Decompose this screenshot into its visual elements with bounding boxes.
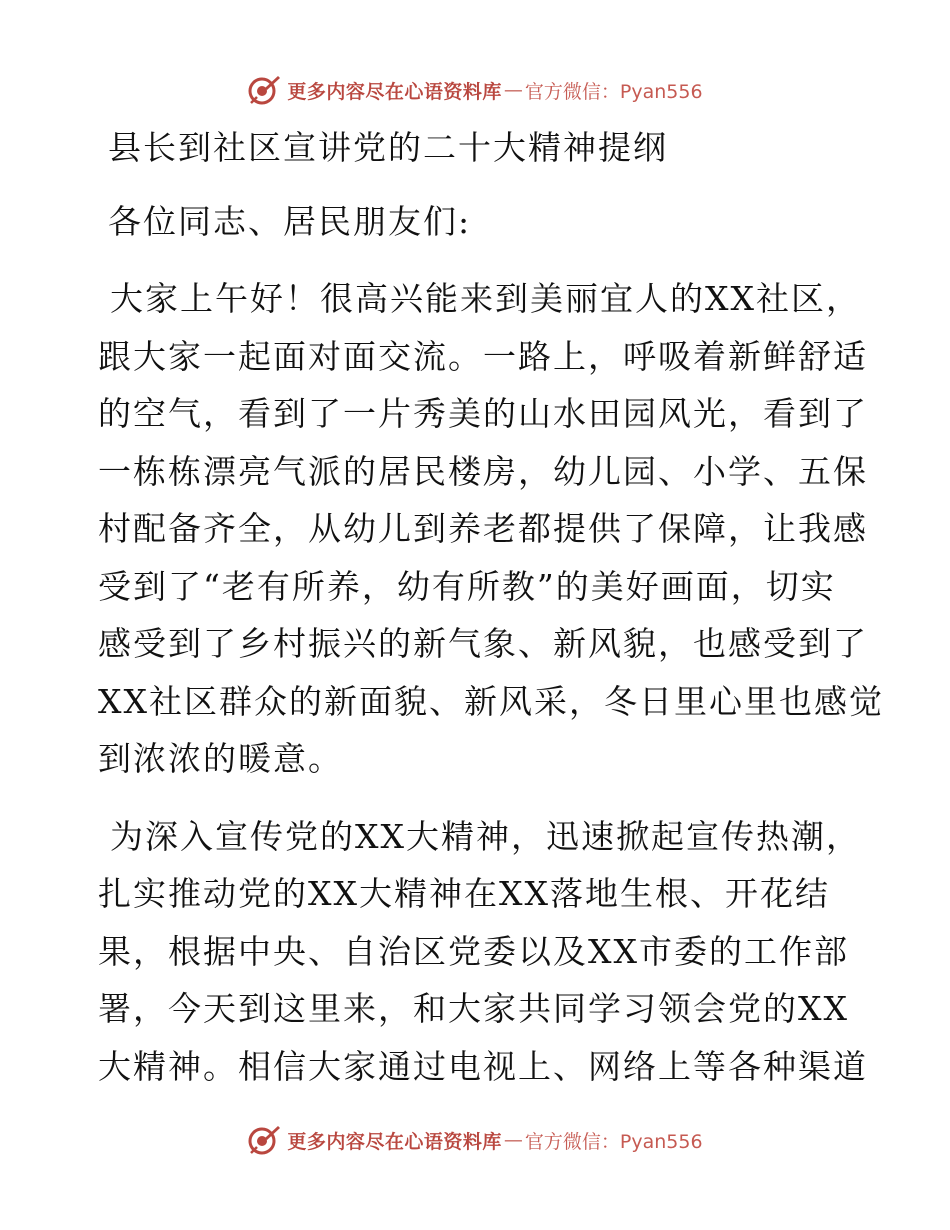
text-line: 为深入宣传党的XX大精神，迅速掀起宣传热潮， — [110, 816, 861, 856]
banner-text: 更多内容尽在心语资料库 — [287, 1130, 502, 1153]
footer-banner — [0, 1120, 950, 1160]
text-line: 村配备齐全，从幼儿到养老都提供了保障，让我感 — [98, 509, 868, 548]
banner-separator: — — [503, 79, 523, 101]
document-body — [98, 120, 884, 1095]
text-line: 大家上午好！很高兴能来到美丽宜人的XX社区， — [110, 279, 861, 318]
text-line: 署，今天到这里来，和大家共同学习领会党的XX — [98, 989, 849, 1028]
text-line: 到浓浓的暖意。 — [98, 739, 343, 778]
text-line: 扎实推动党的XX大精神在XX落地生根、开花结 — [98, 874, 830, 913]
text-line: 一栋栋漂亮气派的居民楼房，幼儿园、小学、五保 — [98, 451, 868, 491]
text-line: 跟大家一起面对面交流。一路上，呼吸着新鲜舒适 — [98, 336, 868, 376]
text-line: 受到了“老有所养，幼有所教”的美好画面，切实 — [98, 566, 836, 606]
text-line: 果，根据中央、自治区党委以及XX市委的工作部 — [98, 931, 849, 971]
text-line: XX社区群众的新面貌、新风采，冬日里心里也感觉 — [98, 681, 884, 721]
document-title: 县长到社区宣讲党的二十大精神提纲 — [108, 128, 668, 167]
paragraph-2 — [98, 808, 868, 1096]
banner-wechat: 官方微信：Pyan556 — [524, 80, 703, 103]
paragraph-1 — [98, 270, 884, 788]
brand-logo-icon — [247, 73, 281, 107]
text-line: 感受到了乡村振兴的新气象、新风貌，也感受到了 — [98, 624, 868, 663]
banner-text: 更多内容尽在心语资料库 — [287, 80, 502, 103]
banner-separator: — — [503, 1129, 523, 1151]
text-line: 的空气，看到了一片秀美的山水田园风光，看到了 — [98, 394, 868, 433]
brand-logo-icon — [247, 1123, 281, 1157]
greeting: 各位同志、居民朋友们: — [108, 202, 472, 241]
header-banner — [0, 70, 950, 110]
banner-wechat: 官方微信：Pyan556 — [524, 1130, 703, 1153]
text-line: 大精神。相信大家通过电视上、网络上等各种渠道 — [98, 1046, 868, 1086]
